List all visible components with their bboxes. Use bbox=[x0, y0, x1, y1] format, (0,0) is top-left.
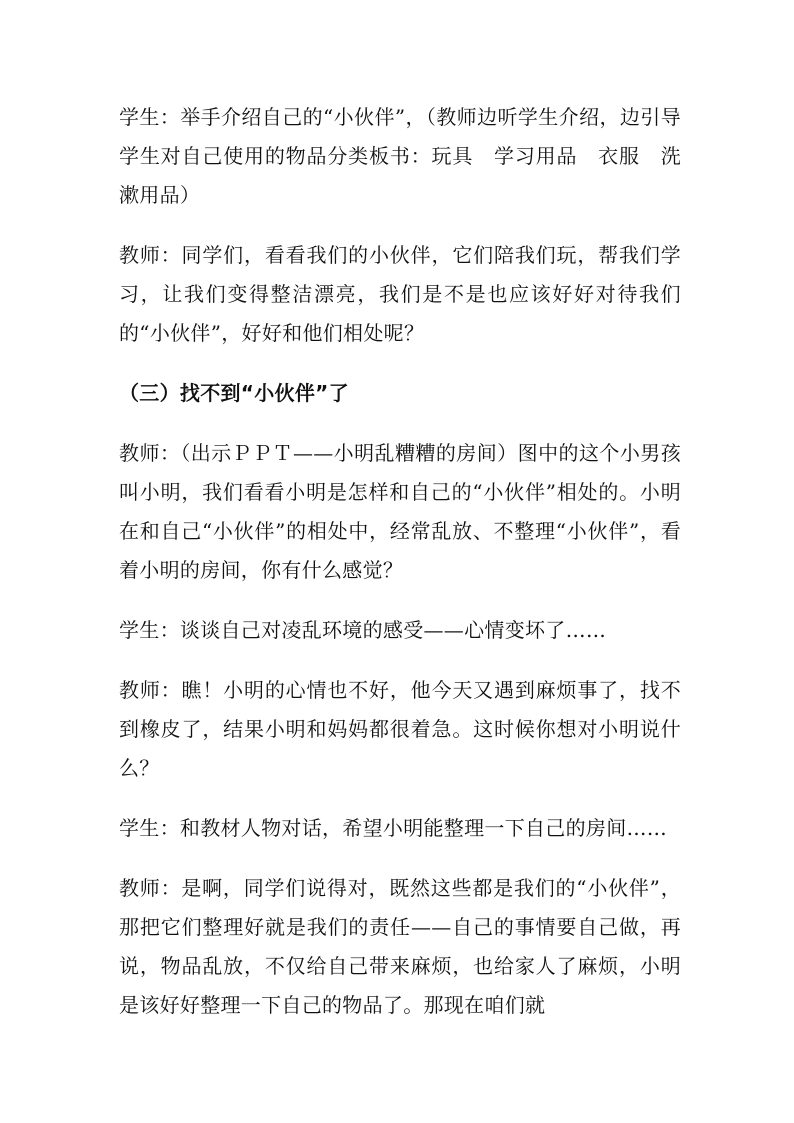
paragraph-student-intro: 学生：举手介绍自己的“小伙伴”，（教师边听学生介绍，边引导学生对自己使用的物品分类板书：玩具 学习用品 衣服 洗漱用品） bbox=[119, 105, 681, 207]
paragraph-student-dialogue: 学生：和教材人物对话，希望小明能整理一下自己的房间…… bbox=[119, 816, 668, 840]
paragraph-student-feelings: 学生：谈谈自己对凌乱环境的感受——心情变坏了…… bbox=[119, 618, 607, 642]
section-heading: （三）找不到“小伙伴”了 bbox=[119, 381, 349, 405]
paragraph-teacher-companions: 教师：同学们，看看我们的小伙伴，它们陪我们玩，帮我们学习，让我们变得整洁漂亮，我们是不是也应该好好对待我们的“小伙伴”，好好和他们相处呢？ bbox=[119, 243, 681, 345]
document-body bbox=[119, 98, 681, 1046]
paragraph-teacher-responsibility: 教师：是啊，同学们说得对，既然这些都是我们的“小伙伴”，那把它们整理好就是我们的责任——自己的事情要自己做，再说，物品乱放，不仅给自己带来麻烦，也给家人了麻烦，小明是该好好整理一下自己的物品了。那现在咱们就 bbox=[119, 876, 681, 1017]
paragraph-teacher-messy-room: 教师：（出示ＰＰＴ——小明乱糟糟的房间）图中的这个小男孩叫小明，我们看看小明是怎样和自己的“小伙伴”相处的。小明在和自己“小伙伴”的相处中，经常乱放、不整理“小伙伴”，看着小明的房间，你有什么感觉？ bbox=[119, 441, 681, 582]
paragraph-teacher-eraser: 教师：瞧！小明的心情也不好，他今天又遇到麻烦事了，找不到橡皮了，结果小明和妈妈都很着急。这时候你想对小明说什么？ bbox=[119, 678, 681, 780]
